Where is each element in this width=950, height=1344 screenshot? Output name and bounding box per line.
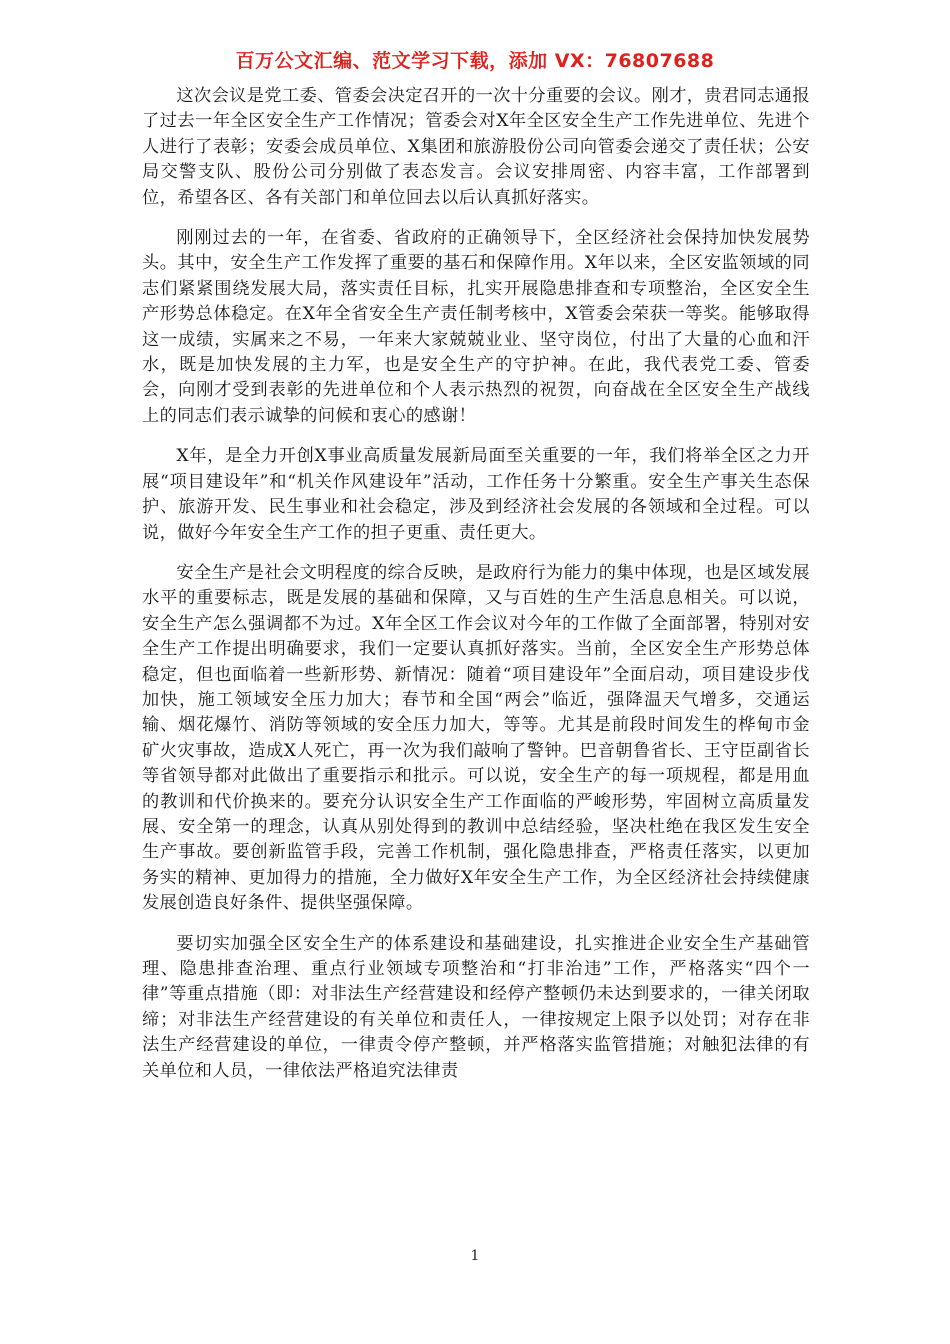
paragraph-2: 刚刚过去的一年，在省委、省政府的正确领导下，全区经济社会保持加快发展势头。其中，安全生产工作发挥了重要的基石和保障作用。X年以来，全区安监领域的同志们紧紧围绕发展大局，落实责任目标，扎实开展隐患排查和专项整治，全区安全生产形势总体稳定。在X年全省安全生产责任制考核中，X管委会荣获一等奖。能够取得这一成绩，实属来之不易，一年来大家兢兢业业、坚守岗位，付出了大量的心血和汗水，既是加快发展的主力军，也是安全生产的守护神。在此，我代表党工委、管委会，向刚才受到表彰的先进单位和个人表示热烈的祝贺，向奋战在全区安全生产战线上的同志们表示诚挚的问候和衷心的感谢！ <box>142 228 810 426</box>
page-number: 1 <box>470 1248 480 1264</box>
paragraph-3: X年，是全力开创X事业高质量发展新局面至关重要的一年，我们将举全区之力开展“项目建设年”和“机关作风建设年”活动，工作任务十分繁重。安全生产事关生态保护、旅游开发、民生事业和社会稳定，涉及到经济社会发展的各领域和全过程。可以说，做好今年安全生产工作的担子更重、责任更大。 <box>142 446 810 543</box>
paragraph-1: 这次会议是党工委、管委会决定召开的一次十分重要的会议。刚才，贵君同志通报了过去一年全区安全生产工作情况；管委会对X年全区安全生产工作先进单位、先进个人进行了表彰；安委会成员单位、X集团和旅游股份公司向管委会递交了责任状；公安局交警支队、股份公司分别做了表态发言。会议安排周密、内容丰富，工作部署到位，希望各区、各有关部门和单位回去以后认真抓好落实。 <box>142 86 810 208</box>
paragraph-4: 安全生产是社会文明程度的综合反映，是政府行为能力的集中体现，也是区域发展水平的重要标志，既是发展的基础和保障，又与百姓的生产生活息息相关。可以说，安全生产怎么强调都不为过。X年全区工作会议对今年的工作做了全面部署，特别对安全生产工作提出明确要求，我们一定要认真抓好落实。当前，全区安全生产形势总体稳定，但也面临着一些新形势、新情况：随着“项目建设年”全面启动，项目建设步伐加快，施工领域安全压力加大；春节和全国“两会”临近，强降温天气增多，交通运输、烟花爆竹、消防等领域的安全压力加大，等等。尤其是前段时间发生的桦甸市金矿火灾事故，造成X人死亡，再一次为我们敲响了警钟。巴音朝鲁省长、王守臣副省长等省领导都对此做出了重要指示和批示。可以说，安全生产的每一项规程，都是用血的教训和代价换来的。要充分认识安全生产工作面临的严峻形势，牢固树立高质量发展、安全第一的理念，认真从别处得到的教训中总结经验，坚决杜绝在我区发生安全生产事故。要创新监管手段，完善工作机制，强化隐患排查，严格责任落实，以更加务实的精神、更加得力的措施，全力做好X年安全生产工作，为全区经济社会持续健康发展创造良好条件、提供坚强保障。 <box>142 562 810 914</box>
document-body <box>142 84 810 1099</box>
download-watermark-header: 百万公文汇编、范文学习下载，添加 VX：76807688 <box>235 50 715 72</box>
paragraph-5: 要切实加强全区安全生产的体系建设和基础建设，扎实推进企业安全生产基础管理、隐患排查治理、重点行业领域专项整治和“打非治违”工作，严格落实“四个一律”等重点措施（即：对非法生产经营建设和经停产整顿仍未达到要求的，一律关闭取缔；对非法生产经营建设的有关单位和责任人，一律按规定上限予以处罚；对存在非法生产经营建设的单位，一律责令停产整顿，并严格落实监管措施；对触犯法律的有关单位和人员，一律依法严格追究法律责 <box>142 933 810 1081</box>
